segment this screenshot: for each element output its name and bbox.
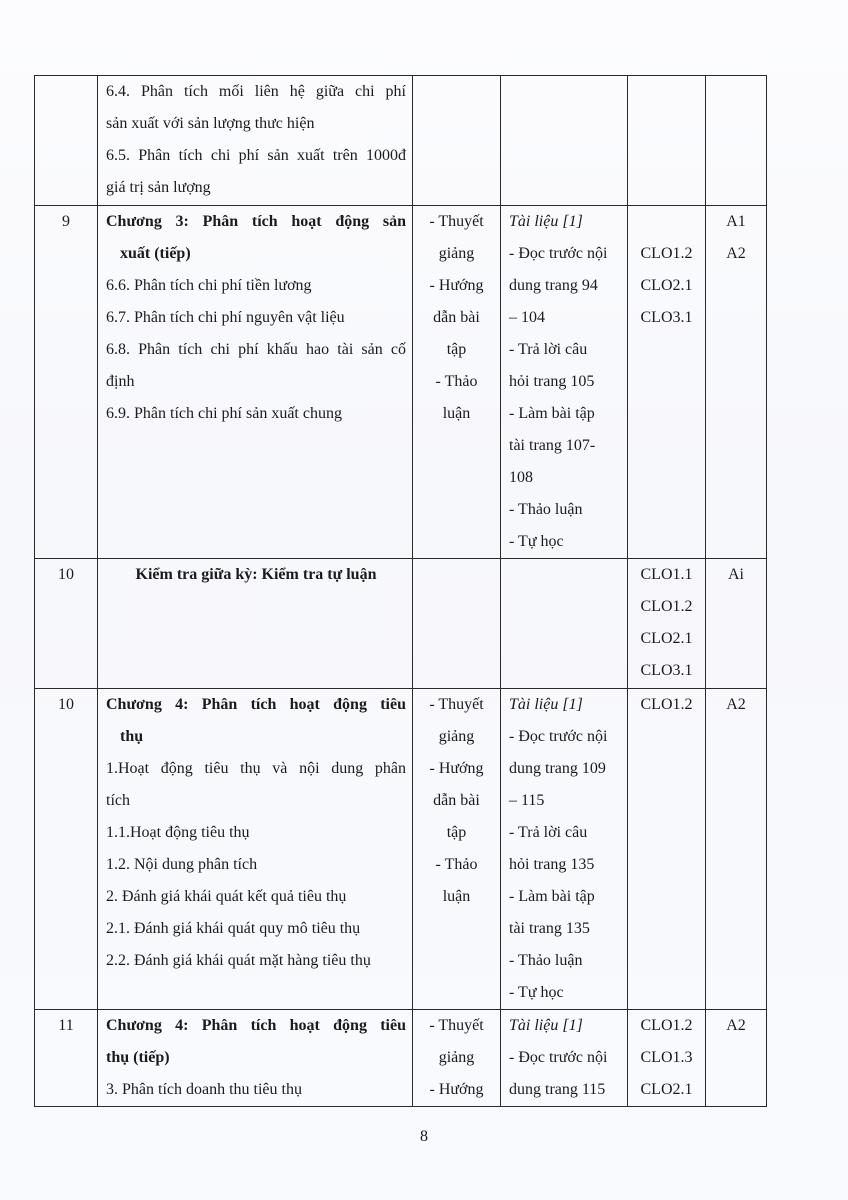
topic-line: 1.1.Hoạt động tiêu thụ: [106, 824, 250, 841]
topic-line: 2.2. Đánh giá khái quát mặt hàng tiêu thụ: [106, 952, 371, 969]
task-line: tài trang 135: [509, 920, 590, 937]
method-line: - Thuyết: [429, 696, 484, 713]
clo-cell: [628, 206, 706, 559]
method-line: dẫn bài: [433, 792, 480, 809]
topic-line: 2.1. Đánh giá khái quát quy mô tiêu thụ: [106, 920, 361, 937]
reference-label: Tài liệu [1]: [509, 696, 583, 713]
topic-line: sản xuất với sản lượng thưc hiện: [106, 115, 315, 132]
week-cell: 10: [35, 559, 98, 689]
clo-code: [628, 206, 705, 238]
topic-line: 6.7. Phân tích chi phí nguyên vật liệu: [106, 309, 345, 326]
assessment-cell: [706, 1010, 767, 1107]
task-line: dung trang 109: [509, 760, 606, 777]
content-cell: [98, 206, 413, 559]
teaching-method-cell: [413, 206, 501, 559]
syllabus-table-body: [35, 76, 767, 1107]
topic-line: giá trị sản lượng: [106, 179, 211, 196]
table-row: [35, 689, 767, 1010]
week-cell: 11: [35, 1010, 98, 1107]
topic-line: 6.5. Phân tích chi phí sản xuất trên 1000đ: [106, 147, 406, 164]
chapter-heading: Chương 4: Phân tích hoạt động tiêu: [106, 696, 406, 713]
week-cell: 9: [35, 206, 98, 559]
task-line: - Thảo luận: [509, 501, 583, 518]
assessment-code: A2: [726, 245, 746, 262]
assessment-code: Ai: [728, 566, 744, 583]
topic-line: 6.4. Phân tích mối liên hệ giữa chi phí: [106, 83, 406, 100]
chapter-heading: thụ (tiếp): [106, 1049, 170, 1066]
content-cell: [98, 689, 413, 1010]
task-line: - Làm bài tập: [509, 888, 595, 905]
task-line: dung trang 94: [509, 277, 598, 294]
clo-code: CLO1.2: [640, 245, 693, 262]
assessment-cell: [706, 689, 767, 1010]
student-task-cell: [501, 76, 628, 206]
clo-cell: [628, 559, 706, 689]
method-line: luận: [442, 405, 471, 422]
assessment-code: A2: [726, 1017, 746, 1034]
topic-line: 6.9. Phân tích chi phí sản xuất chung: [106, 405, 342, 422]
teaching-method-cell: [413, 689, 501, 1010]
clo-code: CLO1.2: [640, 1017, 693, 1034]
clo-cell: [628, 76, 706, 206]
method-line: - Thuyết: [429, 1017, 484, 1034]
assessment-cell: [706, 206, 767, 559]
topic-line: tích: [106, 792, 130, 809]
task-line: – 115: [509, 792, 545, 809]
reference-label: Tài liệu [1]: [509, 213, 583, 230]
table-row: [35, 559, 767, 689]
content-cell: [98, 559, 413, 689]
method-line: giảng: [438, 1049, 475, 1066]
table-row: [35, 206, 767, 559]
teaching-method-cell: [413, 76, 501, 206]
task-line: tài trang 107-: [509, 437, 596, 454]
task-line: - Tự học: [509, 533, 564, 550]
method-line: - Thảo: [435, 856, 478, 873]
topic-line: 6.6. Phân tích chi phí tiền lương: [106, 277, 312, 294]
chapter-heading: Kiểm tra giữa kỳ: Kiểm tra tự luận: [135, 566, 377, 583]
topic-line: định: [106, 373, 135, 390]
clo-cell: [628, 1010, 706, 1107]
clo-code: CLO3.1: [640, 309, 693, 326]
topic-line: 1.Hoạt động tiêu thụ và nội dung phân: [106, 760, 406, 777]
clo-code: CLO2.1: [640, 1081, 693, 1098]
assessment-code: A2: [726, 696, 746, 713]
task-line: - Trả lời câu: [509, 824, 588, 841]
table-row: [35, 1010, 767, 1107]
syllabus-table: [34, 75, 767, 1107]
method-line: giảng: [438, 728, 475, 745]
assessment-cell: [706, 559, 767, 689]
clo-code: CLO1.2: [640, 696, 693, 713]
clo-cell: [628, 689, 706, 1010]
week-cell: [35, 76, 98, 206]
assessment-cell: [706, 76, 767, 206]
week-cell: 10: [35, 689, 98, 1010]
task-line: – 104: [509, 309, 545, 326]
task-line: - Thảo luận: [509, 952, 583, 969]
task-line: hỏi trang 105: [509, 373, 595, 390]
task-line: - Tự học: [509, 984, 564, 1001]
content-cell: [98, 1010, 413, 1107]
method-line: - Thảo: [435, 373, 478, 390]
task-line: - Trả lời câu: [509, 341, 588, 358]
student-task-cell: [501, 206, 628, 559]
assessment-code: A1: [726, 213, 746, 230]
student-task-cell: [501, 1010, 628, 1107]
method-line: - Hướng: [429, 760, 484, 777]
table-row: [35, 76, 767, 206]
student-task-cell: [501, 559, 628, 689]
task-line: - Đọc trước nội: [509, 1049, 608, 1066]
method-line: luận: [442, 888, 471, 905]
teaching-method-cell: [413, 1010, 501, 1107]
chapter-heading: Chương 3: Phân tích hoạt động sản: [106, 213, 406, 230]
clo-code: CLO2.1: [640, 630, 693, 647]
content-cell: [98, 76, 413, 206]
topic-line: 2. Đánh giá khái quát kết quả tiêu thụ: [106, 888, 347, 905]
task-line: 108: [509, 469, 533, 486]
method-line: dẫn bài: [433, 309, 480, 326]
topic-line: 6.8. Phân tích chi phí khấu hao tài sản cố: [106, 341, 406, 358]
clo-code: CLO1.2: [640, 598, 693, 615]
method-line: - Hướng: [429, 1081, 484, 1098]
method-line: - Thuyết: [429, 213, 484, 230]
task-line: - Làm bài tập: [509, 405, 595, 422]
chapter-heading: thụ: [120, 728, 144, 745]
task-line: hỏi trang 135: [509, 856, 595, 873]
reference-label: Tài liệu [1]: [509, 1017, 583, 1034]
method-line: - Hướng: [429, 277, 484, 294]
method-line: tập: [446, 824, 467, 841]
topic-line: 1.2. Nội dung phân tích: [106, 856, 258, 873]
page-number: 8: [420, 1128, 428, 1145]
task-line: - Đọc trước nội: [509, 245, 608, 262]
clo-code: CLO3.1: [640, 662, 693, 679]
student-task-cell: [501, 689, 628, 1010]
method-line: tập: [446, 341, 467, 358]
clo-code: CLO2.1: [640, 277, 693, 294]
chapter-heading: Chương 4: Phân tích hoạt động tiêu: [106, 1017, 406, 1034]
teaching-method-cell: [413, 559, 501, 689]
clo-code: CLO1.1: [640, 566, 693, 583]
chapter-heading: xuất (tiếp): [120, 245, 191, 262]
task-line: - Đọc trước nội: [509, 728, 608, 745]
clo-code: CLO1.3: [640, 1049, 693, 1066]
topic-line: 3. Phân tích doanh thu tiêu thụ: [106, 1081, 302, 1098]
method-line: giảng: [438, 245, 475, 262]
task-line: dung trang 115: [509, 1081, 606, 1098]
